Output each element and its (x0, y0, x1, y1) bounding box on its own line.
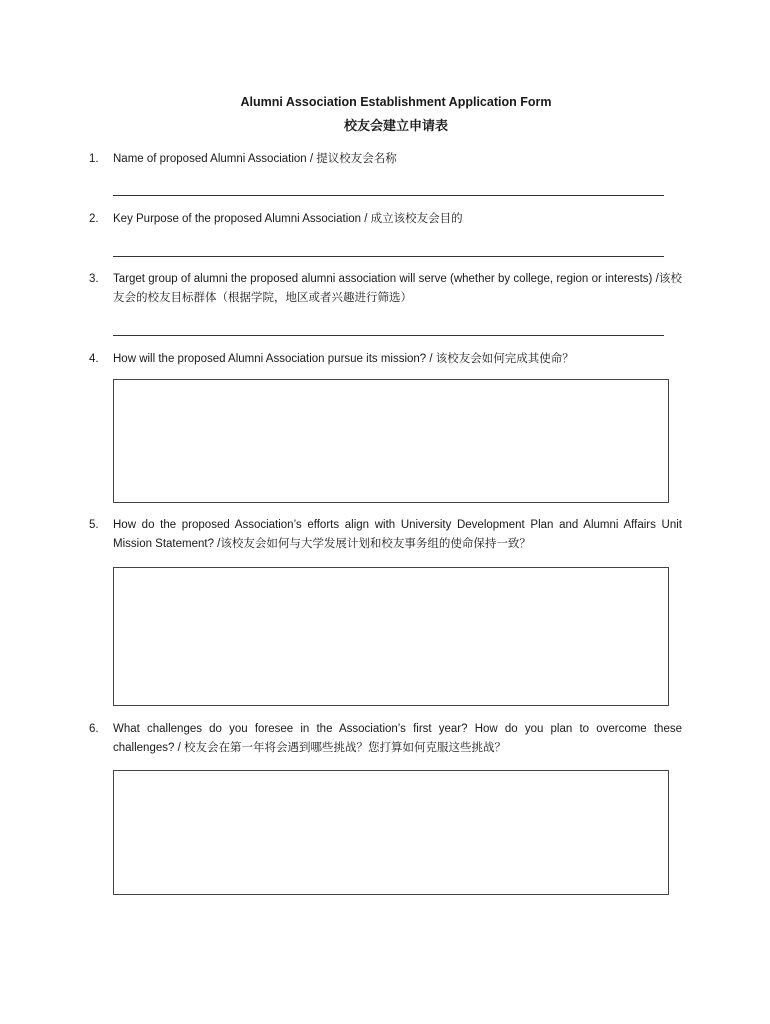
question-6 (89, 720, 682, 758)
question-text: Name of proposed Alumni Association / 提议校友会名称 (113, 153, 397, 165)
answer-box-6[interactable] (113, 770, 669, 895)
answer-line-1[interactable] (113, 195, 664, 196)
answer-line-2[interactable] (113, 256, 664, 257)
question-number: 1. (89, 153, 99, 165)
question-text: How will the proposed Alumni Association pursue its mission? / 该校友会如何完成其使命？ (113, 353, 574, 365)
question-3 (89, 270, 682, 308)
question-5 (89, 516, 682, 554)
question-text: Target group of alumni the proposed alumni association will serve (whether by college, region or interests) /该校友会的校友目标群体（根据学院，地区或者兴趣进行筛选） (113, 273, 682, 304)
question-number: 4. (89, 353, 99, 365)
form-title-english: Alumni Association Establishment Application Form (240, 95, 552, 109)
question-number: 3. (89, 273, 99, 285)
question-number: 2. (89, 213, 99, 225)
question-text: How do the proposed Association’s efforts align with University Development Plan and Alumni Affairs Unit Mission Statement? /该校友会如何与大学发展计划和校友事务组的使命保持一致？ (113, 519, 682, 550)
question-1 (89, 150, 682, 169)
question-number: 5. (89, 519, 99, 531)
question-text: What challenges do you foresee in the Association’s first year? How do you plan to overcome these challenges? / 校友会在第一年将会遇到哪些挑战？您打算如何克服这些挑战？ (113, 723, 682, 754)
answer-box-5[interactable] (113, 567, 669, 706)
answer-box-4[interactable] (113, 379, 669, 503)
question-text: Key Purpose of the proposed Alumni Association / 成立该校友会目的 (113, 213, 463, 225)
question-4 (89, 350, 682, 369)
question-2 (89, 210, 682, 229)
form-title-chinese: 校友会建立申请表 (343, 118, 448, 133)
answer-line-3[interactable] (113, 335, 664, 336)
question-number: 6. (89, 723, 99, 735)
